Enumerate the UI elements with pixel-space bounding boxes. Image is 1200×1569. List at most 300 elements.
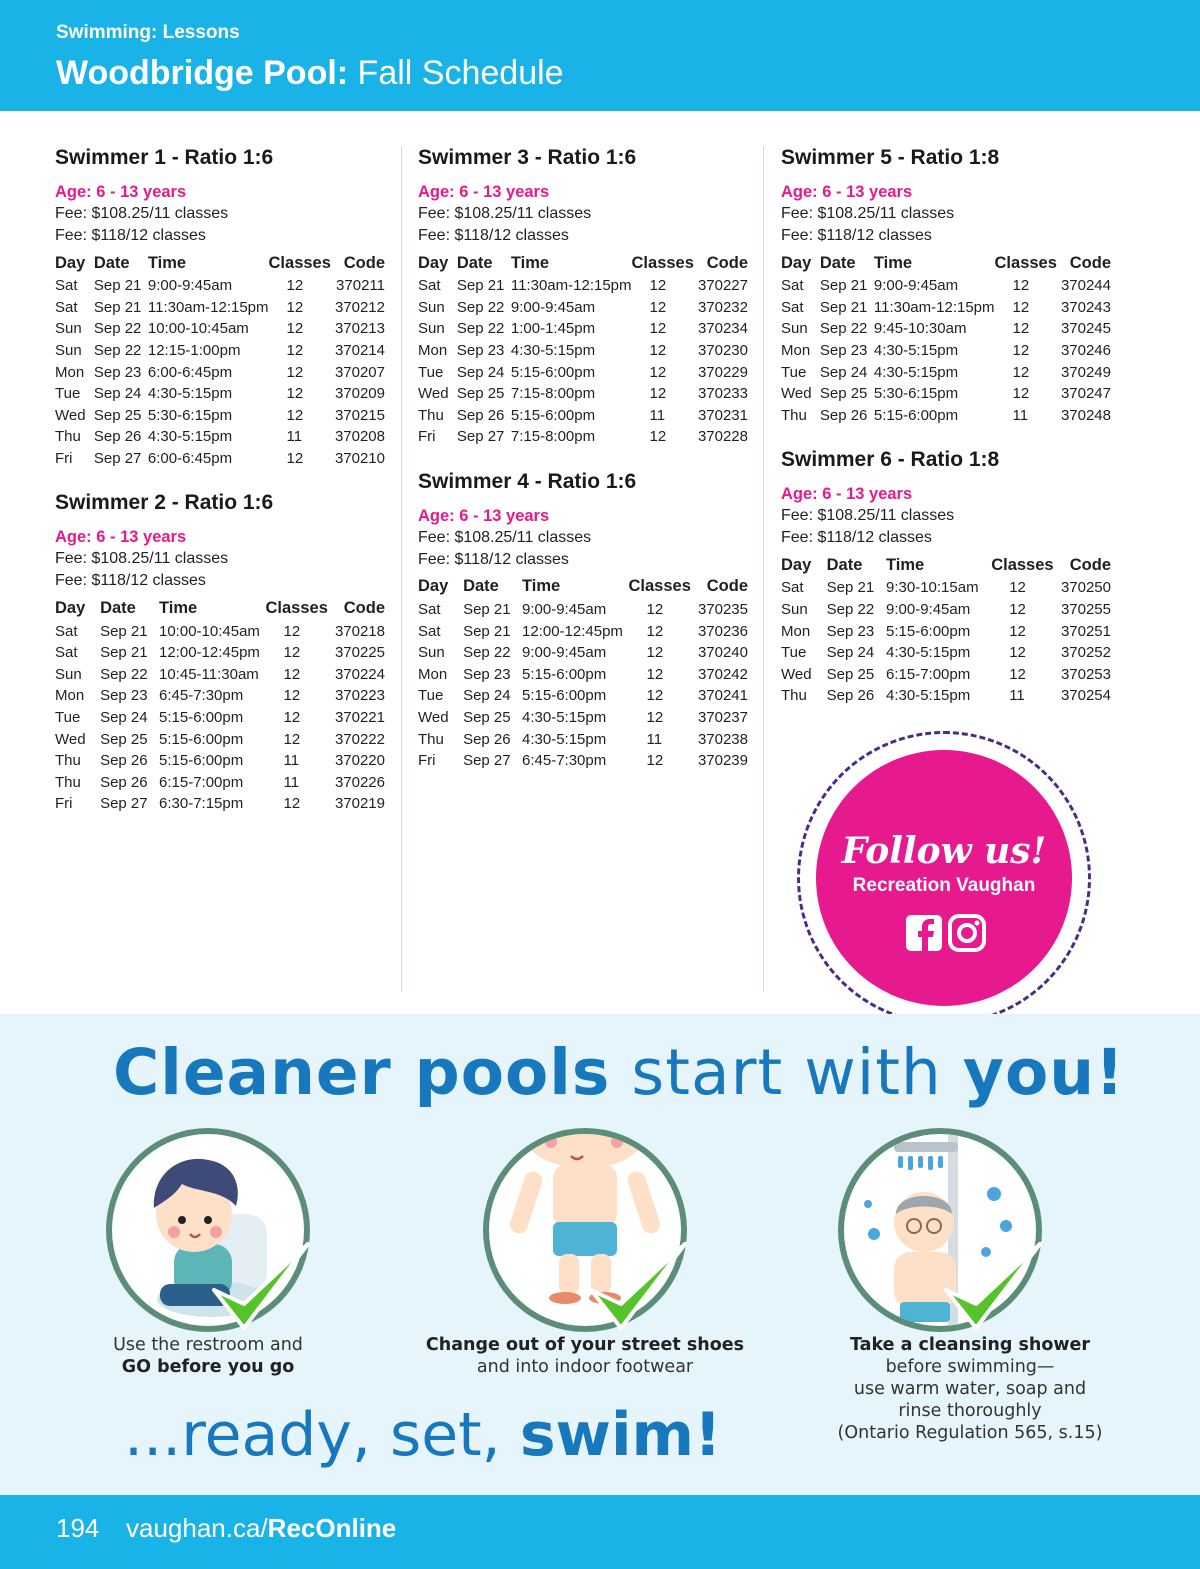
cell-code: 370249 (1060, 363, 1111, 381)
column-header-time: Time (159, 598, 198, 617)
facebook-icon[interactable] (906, 915, 942, 951)
cell-time: 6:00-6:45pm (147, 450, 233, 468)
cell-code: 370250 (1060, 579, 1111, 597)
cell-day: Wed (418, 385, 449, 403)
cell-date: Sep 22 (456, 298, 505, 316)
cell-date: Sep 24 (100, 709, 148, 727)
column-divider (763, 146, 764, 992)
column-header-code: Code (343, 253, 385, 272)
table-row (418, 707, 748, 729)
cell-time: 5:15-6:00pm (522, 665, 607, 683)
cell-day: Sat (418, 622, 441, 640)
cell-time: 5:30-6:15pm (873, 385, 959, 403)
cell-code: 370255 (1060, 601, 1111, 619)
cell-day: Sun (55, 665, 82, 683)
cell-code: 370242 (697, 665, 748, 683)
table-row (55, 642, 385, 664)
column-header-day: Day (781, 555, 812, 574)
column-header-code: Code (343, 598, 385, 617)
page-number: 194 (56, 1513, 100, 1543)
cell-code: 370243 (1060, 298, 1111, 316)
schedule-table (55, 251, 385, 469)
cell-code: 370232 (697, 298, 748, 316)
table-row (418, 297, 748, 319)
fee-line: Fee: $118/12 classes (781, 227, 932, 244)
follow-us-circle (816, 750, 1072, 1006)
cell-day: Mon (55, 363, 85, 381)
cell-day: Sun (781, 320, 808, 338)
cell-code: 370211 (336, 277, 385, 295)
cell-time: 9:00-9:45am (886, 601, 971, 619)
cell-classes: 12 (1012, 363, 1030, 381)
table-row (418, 620, 748, 642)
cell-classes: 12 (283, 665, 301, 683)
follow-us-badge[interactable] (797, 731, 1091, 1025)
swimmer-title: Swimmer 6 - Ratio 1:8 (781, 448, 1000, 472)
column-header-time: Time (510, 253, 550, 272)
cell-day: Thu (55, 752, 81, 770)
table-row (781, 318, 1111, 340)
table-row (781, 685, 1111, 707)
cell-day: Sat (55, 277, 78, 295)
cell-date: Sep 24 (93, 385, 142, 403)
cell-date: Sep 26 (819, 406, 868, 424)
promo-tagline (124, 1400, 721, 1470)
cell-time: 9:00-9:45am (147, 277, 233, 295)
cell-day: Thu (781, 687, 807, 705)
table-row (55, 275, 385, 297)
column-header-date: Date (100, 598, 136, 617)
cell-day: Mon (781, 622, 811, 640)
age-range: Age: 6 - 13 years (781, 485, 913, 504)
age-range: Age: 6 - 13 years (55, 528, 187, 547)
table-row (781, 383, 1111, 405)
cell-time: 11:30am-12:15pm (147, 298, 269, 316)
table-row (781, 577, 1111, 599)
cell-day: Fri (55, 450, 73, 468)
table-row (418, 383, 748, 405)
cell-code: 370234 (697, 320, 748, 338)
cell-code: 370214 (334, 342, 385, 360)
cell-day: Mon (418, 665, 448, 683)
table-row (55, 340, 385, 362)
cell-date: Sep 23 (456, 342, 505, 360)
column-header-time: Time (522, 577, 561, 596)
cell-time: 10:00-10:45am (147, 320, 249, 338)
table-row (781, 620, 1111, 642)
follow-us-heading: Follow us! (841, 830, 1047, 872)
cell-day: Sat (418, 277, 441, 295)
cell-time: 9:00-9:45am (522, 601, 607, 619)
cell-code: 370207 (334, 363, 385, 381)
table-row (781, 340, 1111, 362)
column-header-day: Day (418, 253, 449, 272)
table-row (781, 642, 1111, 664)
cell-classes: 12 (286, 277, 304, 295)
tip-shoes-line-1: Change out of your street shoes (425, 1335, 745, 1355)
checkmark-icon (585, 1238, 689, 1334)
cell-classes: 12 (283, 709, 301, 727)
table-row (781, 297, 1111, 319)
cell-classes: 12 (283, 622, 301, 640)
tip-restroom-line-1: Use the restroom and (113, 1335, 303, 1355)
cell-date: Sep 21 (456, 277, 505, 295)
cell-date: Sep 25 (819, 385, 868, 403)
column-header-classes: Classes (268, 253, 331, 272)
table-row (55, 728, 385, 750)
cell-time: 7:15-8:00pm (510, 428, 596, 446)
cell-code: 370235 (697, 601, 748, 619)
tip-shower-line-4: rinse thoroughly (898, 1401, 1042, 1421)
column-header-classes: Classes (991, 555, 1054, 574)
cell-day: Tue (55, 385, 81, 403)
cell-time: 6:15-7:00pm (159, 773, 244, 791)
cell-day: Sat (781, 277, 804, 295)
cell-day: Sat (55, 644, 78, 662)
checkmark-icon (208, 1238, 312, 1334)
fee-line: Fee: $118/12 classes (418, 550, 569, 568)
age-range: Age: 6 - 13 years (418, 183, 550, 201)
table-row (55, 772, 385, 794)
fee-line: Fee: $118/12 classes (781, 529, 932, 547)
cell-date: Sep 23 (819, 342, 868, 360)
table-row (418, 728, 748, 750)
cell-code: 370241 (697, 687, 748, 705)
age-range: Age: 6 - 13 years (55, 183, 187, 201)
cell-date: Sep 22 (93, 342, 142, 360)
cell-code: 370225 (334, 644, 385, 662)
footer-url-bold: RecOnline (267, 1513, 397, 1543)
cell-date: Sep 25 (826, 665, 875, 683)
column-header-day: Day (55, 598, 86, 617)
table-row (55, 448, 385, 470)
cell-date: Sep 21 (463, 601, 511, 619)
cell-day: Fri (55, 795, 73, 813)
cell-classes: 12 (1012, 385, 1030, 403)
table-row (781, 664, 1111, 686)
cell-time: 9:30-10:15am (886, 579, 979, 597)
tip-shower (790, 1334, 1150, 1444)
cell-time: 5:15-6:00pm (159, 709, 244, 727)
table-row (418, 664, 748, 686)
table-header-row (418, 575, 748, 599)
swimmer-block (55, 491, 385, 814)
table-row (55, 405, 385, 427)
cell-date: Sep 22 (93, 320, 142, 338)
cell-time: 4:30-5:15pm (873, 342, 959, 360)
table-row (418, 275, 748, 297)
table-row (781, 599, 1111, 621)
table-row (418, 361, 748, 383)
cell-classes: 12 (286, 342, 304, 360)
cell-date: Sep 21 (463, 622, 511, 640)
swimmer-title: Swimmer 4 - Ratio 1:6 (418, 469, 637, 493)
cell-day: Sat (55, 298, 78, 316)
cell-classes: 12 (1009, 622, 1026, 640)
cell-classes: 12 (649, 277, 667, 295)
tip-restroom (80, 1334, 336, 1378)
cell-date: Sep 26 (93, 428, 142, 446)
fee-line: Fee: $108.25/11 classes (418, 528, 592, 546)
cell-date: Sep 24 (463, 687, 511, 705)
cell-code: 370244 (1060, 277, 1111, 295)
cell-classes: 12 (1009, 601, 1026, 619)
cell-day: Sun (418, 644, 445, 662)
cell-day: Tue (418, 687, 444, 705)
cell-classes: 12 (646, 709, 664, 727)
cell-day: Mon (781, 342, 811, 360)
cell-classes: 12 (646, 665, 664, 683)
cell-classes: 12 (646, 752, 664, 770)
table-row (55, 793, 385, 815)
cell-time: 5:15-6:00pm (873, 406, 959, 424)
cell-code: 370247 (1060, 385, 1111, 403)
cell-classes: 12 (1012, 298, 1030, 316)
fee-line: Fee: $108.25/11 classes (55, 550, 229, 568)
column-header-day: Day (55, 253, 86, 272)
follow-us-subheading: Recreation Vaughan (852, 875, 1036, 896)
fee-line: Fee: $108.25/11 classes (781, 205, 955, 222)
cell-code: 370223 (334, 687, 385, 705)
column-header-time: Time (873, 253, 913, 272)
schedule-column-2 (418, 140, 748, 794)
cell-day: Mon (418, 342, 448, 360)
cell-date: Sep 23 (826, 622, 875, 640)
tip-shower-line-5: (Ontario Regulation 565, s.15) (837, 1423, 1103, 1443)
cell-classes: 12 (286, 320, 304, 338)
cell-time: 4:30-5:15pm (522, 730, 607, 748)
cell-classes: 11 (1009, 687, 1025, 705)
tip-shoes-line-2: and into indoor footwear (476, 1357, 694, 1377)
headline-bold-2: you! (962, 1036, 1125, 1109)
swimmer-block (781, 146, 1111, 426)
cell-day: Sun (55, 320, 82, 338)
table-row (418, 340, 748, 362)
table-row (55, 297, 385, 319)
cell-code: 370218 (334, 622, 385, 640)
column-header-code: Code (706, 577, 748, 596)
table-header-row (781, 251, 1111, 275)
cell-code: 370219 (334, 795, 385, 813)
cell-day: Mon (55, 687, 85, 705)
cell-date: Sep 24 (819, 363, 868, 381)
table-header-row (55, 596, 385, 620)
section-kicker: Swimming: Lessons (56, 22, 240, 43)
tagline-bold: swim! (519, 1400, 722, 1470)
swimmer-title: Swimmer 3 - Ratio 1:6 (418, 146, 637, 169)
cell-classes: 11 (286, 428, 303, 446)
cell-code: 370227 (697, 277, 748, 295)
cell-code: 370238 (697, 730, 748, 748)
table-row (55, 750, 385, 772)
cell-classes: 12 (1009, 579, 1026, 597)
cell-classes: 12 (1012, 320, 1030, 338)
table-row (55, 361, 385, 383)
cell-date: Sep 25 (93, 406, 142, 424)
cell-day: Wed (781, 665, 812, 683)
cell-code: 370230 (697, 342, 748, 360)
schedule-table (781, 553, 1111, 707)
cell-day: Tue (55, 709, 81, 727)
cell-classes: 12 (286, 406, 304, 424)
schedule-table (418, 251, 748, 448)
cell-time: 10:00-10:45am (159, 622, 260, 640)
table-header-row (781, 553, 1111, 577)
cell-code: 370237 (697, 709, 748, 727)
cell-day: Thu (55, 428, 81, 446)
table-row (781, 405, 1111, 427)
cell-date: Sep 25 (456, 385, 505, 403)
cell-time: 6:00-6:45pm (147, 363, 233, 381)
cell-time: 5:15-6:00pm (159, 752, 244, 770)
cell-code: 370215 (334, 406, 385, 424)
page-title-bold: Woodbridge Pool: (56, 54, 349, 92)
cell-classes: 12 (286, 298, 304, 316)
cell-code: 370212 (334, 298, 385, 316)
cell-time: 4:30-5:15pm (147, 385, 233, 403)
cell-code: 370220 (334, 752, 385, 770)
cell-classes: 12 (283, 644, 301, 662)
column-header-code: Code (706, 253, 748, 272)
cell-time: 5:15-6:00pm (510, 363, 596, 381)
table-row (55, 707, 385, 729)
age-range: Age: 6 - 13 years (781, 183, 913, 201)
footer-url-plain: vaughan.ca/ (126, 1513, 268, 1543)
cell-date: Sep 21 (819, 298, 868, 316)
cell-time: 5:15-6:00pm (510, 406, 596, 424)
column-header-date: Date (456, 253, 493, 272)
schedule-table (418, 575, 748, 772)
column-header-classes: Classes (628, 577, 691, 596)
cell-classes: 12 (1012, 342, 1030, 360)
fee-line: Fee: $108.25/11 classes (418, 205, 592, 222)
footer-url-link[interactable] (126, 1513, 396, 1544)
schedule-column-3 (781, 140, 1111, 729)
cell-classes: 11 (646, 730, 663, 748)
cell-classes: 12 (646, 687, 664, 705)
age-range: Age: 6 - 13 years (418, 506, 550, 525)
cell-date: Sep 25 (100, 730, 148, 748)
cell-day: Sun (781, 601, 808, 619)
cell-day: Sat (418, 601, 441, 619)
cell-classes: 12 (646, 601, 664, 619)
cell-time: 9:00-9:45am (522, 644, 607, 662)
swimmer-title: Swimmer 2 - Ratio 1:6 (55, 491, 274, 515)
fee-line: Fee: $118/12 classes (418, 227, 569, 244)
cell-code: 370251 (1060, 622, 1111, 640)
cell-day: Wed (781, 385, 812, 403)
cell-date: Sep 21 (819, 277, 868, 295)
cell-code: 370248 (1060, 406, 1111, 424)
cell-classes: 12 (646, 622, 664, 640)
tip-shower-line-1: Take a cleansing shower (849, 1335, 1091, 1355)
cell-time: 9:00-9:45am (873, 277, 959, 295)
cell-time: 4:30-5:15pm (886, 687, 971, 705)
cell-time: 12:15-1:00pm (147, 342, 241, 360)
cell-time: 11:30am-12:15pm (510, 277, 632, 295)
swimmer-block (781, 448, 1111, 707)
column-header-date: Date (826, 555, 863, 574)
cell-date: Sep 21 (100, 644, 148, 662)
table-row (418, 426, 748, 448)
tip-shower-line-2: before swimming— (885, 1357, 1055, 1377)
cell-classes: 11 (283, 773, 300, 791)
column-header-classes: Classes (265, 598, 328, 617)
table-row (418, 599, 748, 621)
cell-code: 370224 (334, 665, 385, 683)
cell-time: 6:45-7:30pm (159, 687, 244, 705)
cell-time: 11:30am-12:15pm (873, 298, 995, 316)
cell-day: Wed (418, 709, 449, 727)
table-row (55, 426, 385, 448)
swimmer-block (55, 146, 385, 469)
cell-date: Sep 22 (463, 644, 511, 662)
checkmark-icon (940, 1238, 1044, 1334)
cell-code: 370210 (334, 450, 385, 468)
table-header-row (418, 251, 748, 275)
cell-classes: 12 (649, 320, 667, 338)
instagram-icon[interactable] (950, 916, 984, 950)
table-row (418, 318, 748, 340)
column-divider (401, 146, 402, 992)
column-header-classes: Classes (994, 253, 1057, 272)
cell-time: 12:00-12:45pm (522, 622, 623, 640)
cell-time: 5:15-6:00pm (522, 687, 607, 705)
cell-code: 370228 (697, 428, 748, 446)
cell-date: Sep 23 (93, 363, 142, 381)
cell-time: 4:30-5:15pm (522, 709, 607, 727)
cell-classes: 11 (283, 752, 300, 770)
cell-time: 5:30-6:15pm (147, 406, 233, 424)
headline-bold-1: Cleaner pools (113, 1036, 611, 1109)
cell-date: Sep 27 (100, 795, 148, 813)
cell-classes: 12 (649, 428, 667, 446)
cell-time: 12:00-12:45pm (159, 644, 260, 662)
schedule-table (55, 596, 385, 814)
cell-code: 370253 (1060, 665, 1111, 683)
table-row (781, 361, 1111, 383)
cell-classes: 12 (649, 385, 667, 403)
cell-date: Sep 23 (100, 687, 148, 705)
cell-time: 5:15-6:00pm (886, 622, 971, 640)
cell-day: Sat (781, 298, 804, 316)
cell-time: 7:15-8:00pm (510, 385, 596, 403)
column-header-date: Date (819, 253, 856, 272)
cell-time: 4:30-5:15pm (886, 644, 971, 662)
tagline-pre: ...ready, set, (124, 1400, 520, 1470)
column-header-date: Date (463, 577, 499, 596)
cell-classes: 12 (283, 730, 301, 748)
cell-date: Sep 22 (100, 665, 148, 683)
column-header-day: Day (418, 577, 449, 596)
column-header-day: Day (781, 253, 812, 272)
cell-date: Sep 26 (100, 773, 148, 791)
cell-classes: 11 (1012, 406, 1029, 424)
cell-time: 4:30-5:15pm (873, 363, 959, 381)
swimmer-block (418, 146, 748, 448)
cell-time: 6:30-7:15pm (159, 795, 244, 813)
table-row (418, 405, 748, 427)
fee-line: Fee: $108.25/11 classes (55, 205, 229, 222)
cell-code: 370208 (334, 428, 385, 446)
column-header-date: Date (93, 253, 130, 272)
cell-time: 6:45-7:30pm (522, 752, 607, 770)
cell-day: Fri (418, 428, 436, 446)
schedule-column-1 (55, 140, 385, 837)
cell-time: 5:15-6:00pm (159, 730, 244, 748)
cell-date: Sep 24 (826, 644, 875, 662)
cell-date: Sep 21 (100, 622, 148, 640)
